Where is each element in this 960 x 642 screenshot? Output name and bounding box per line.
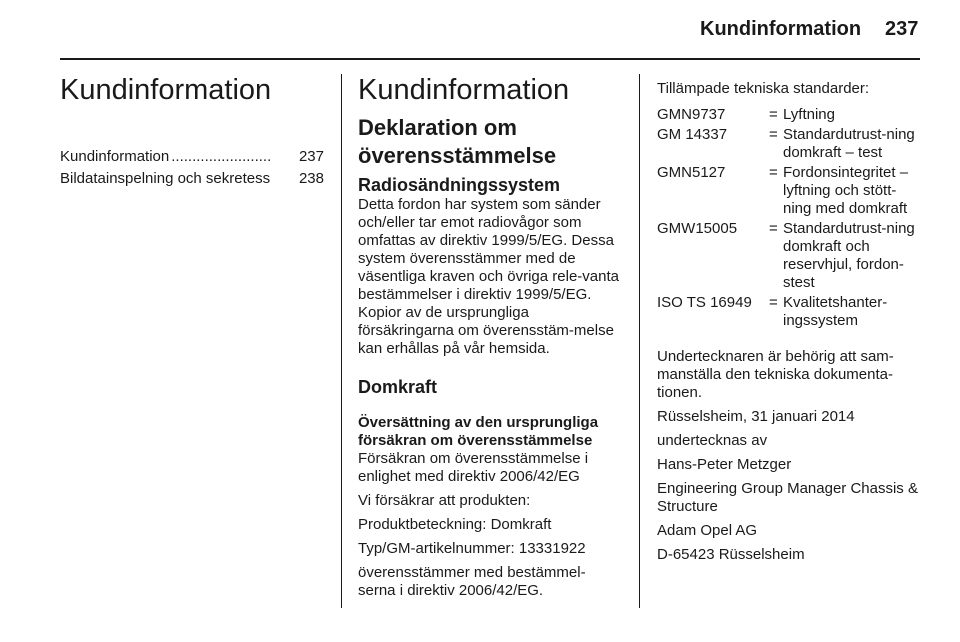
standard-equals: = — [769, 164, 778, 181]
toc-leader-dots: ........................ — [171, 148, 272, 165]
translation-heading: Översättning av den ursprungliga försäkran om överensstämmelse — [358, 414, 599, 449]
toc-entry[interactable] — [60, 168, 324, 190]
column-divider-1 — [341, 74, 342, 608]
signed-by-label: undertecknas av — [657, 432, 768, 449]
declaration-paragraph: Försäkran om överensstämmelse i enlighet med direktiv 2006/42/EG — [358, 450, 589, 485]
standards-row — [657, 294, 920, 330]
jack-heading: Domkraft — [358, 377, 438, 397]
standard-equals: = — [769, 106, 778, 123]
declaration-paragraph: överensstämmer med bestämmel-serna i direktiv 2006/42/EG. — [358, 564, 586, 599]
standards-row — [657, 220, 920, 292]
standard-description: Kvalitetshanter-ingssystem — [783, 294, 888, 329]
section-title: Deklaration om överensstämmelse — [358, 115, 557, 168]
page-header-title: Kundinformation — [700, 18, 862, 40]
toc-entry-label: Kundinformation — [60, 148, 170, 165]
declaration-column — [358, 72, 622, 600]
signatory-name: Hans-Peter Metzger — [657, 456, 792, 473]
standard-description: Standardutrust-ning domkraft – test — [783, 126, 915, 161]
toc-entry-label: Bildatainspelning och sekretess — [60, 170, 271, 187]
toc-entry-page: 238 — [298, 170, 324, 187]
standard-equals: = — [769, 220, 778, 237]
radio-text: Detta fordon har system som sänder och/eller tar emot radiovågor som omfattas av direktiv 1999/5/EG. Dessa system överensstämmer med de väsentliga kraven och övriga rele-vanta bestämmelser i direktiv 1999/5/EG. Kopior av de ursprungliga försäkringarna om överensstäm-melse kan erhållas på vår hemsida. — [358, 196, 619, 357]
standard-description: Lyftning — [783, 106, 835, 123]
toc-entry-page: 237 — [298, 148, 324, 165]
standard-description: Standardutrust-ning domkraft och reservhjul, fordon-stest — [783, 220, 915, 291]
radio-heading: Radiosändningssystem — [358, 175, 561, 195]
standards-row — [657, 106, 920, 124]
toc-column — [60, 72, 324, 190]
signatory-paragraph: Undertecknaren är behörig att sam-manställa den tekniska dokumenta-tionen. — [657, 348, 894, 401]
column-divider-2 — [639, 74, 640, 608]
standards-heading: Tillämpade tekniska standarder: — [657, 80, 870, 97]
chapter-title: Kundinformation — [358, 74, 570, 106]
standard-code: ISO TS 16949 — [657, 294, 752, 311]
product-name: Produktbeteckning: Domkraft — [358, 516, 552, 533]
company-address: D-65423 Rüsselsheim — [657, 546, 805, 563]
toc-title: Kundinformation — [60, 74, 272, 106]
standard-code: GM 14337 — [657, 126, 728, 143]
place-date: Rüsselsheim, 31 januari 2014 — [657, 408, 855, 425]
standards-table — [657, 106, 920, 330]
standards-column — [657, 80, 920, 564]
standard-equals: = — [769, 126, 778, 143]
standard-code: GMN9737 — [657, 106, 726, 123]
page-number: 237 — [885, 18, 919, 40]
toc-entry[interactable] — [60, 146, 324, 168]
standard-code: GMW15005 — [657, 220, 738, 237]
standards-row — [657, 164, 920, 218]
standard-code: GMN5127 — [657, 164, 726, 181]
signatory-title: Engineering Group Manager Chassis & Structure — [657, 480, 918, 515]
standard-equals: = — [769, 294, 778, 311]
standards-row — [657, 126, 920, 162]
standard-description: Fordonsintegritet – lyftning och stött-ning med domkraft — [783, 164, 909, 217]
header-rule — [60, 58, 920, 60]
company-name: Adam Opel AG — [657, 522, 758, 539]
toc-list — [60, 146, 324, 190]
toc-leader-dots — [270, 168, 299, 190]
declaration-paragraph: Vi försäkrar att produkten: — [358, 492, 531, 509]
part-number: Typ/GM-artikelnummer: 13331922 — [358, 540, 586, 557]
